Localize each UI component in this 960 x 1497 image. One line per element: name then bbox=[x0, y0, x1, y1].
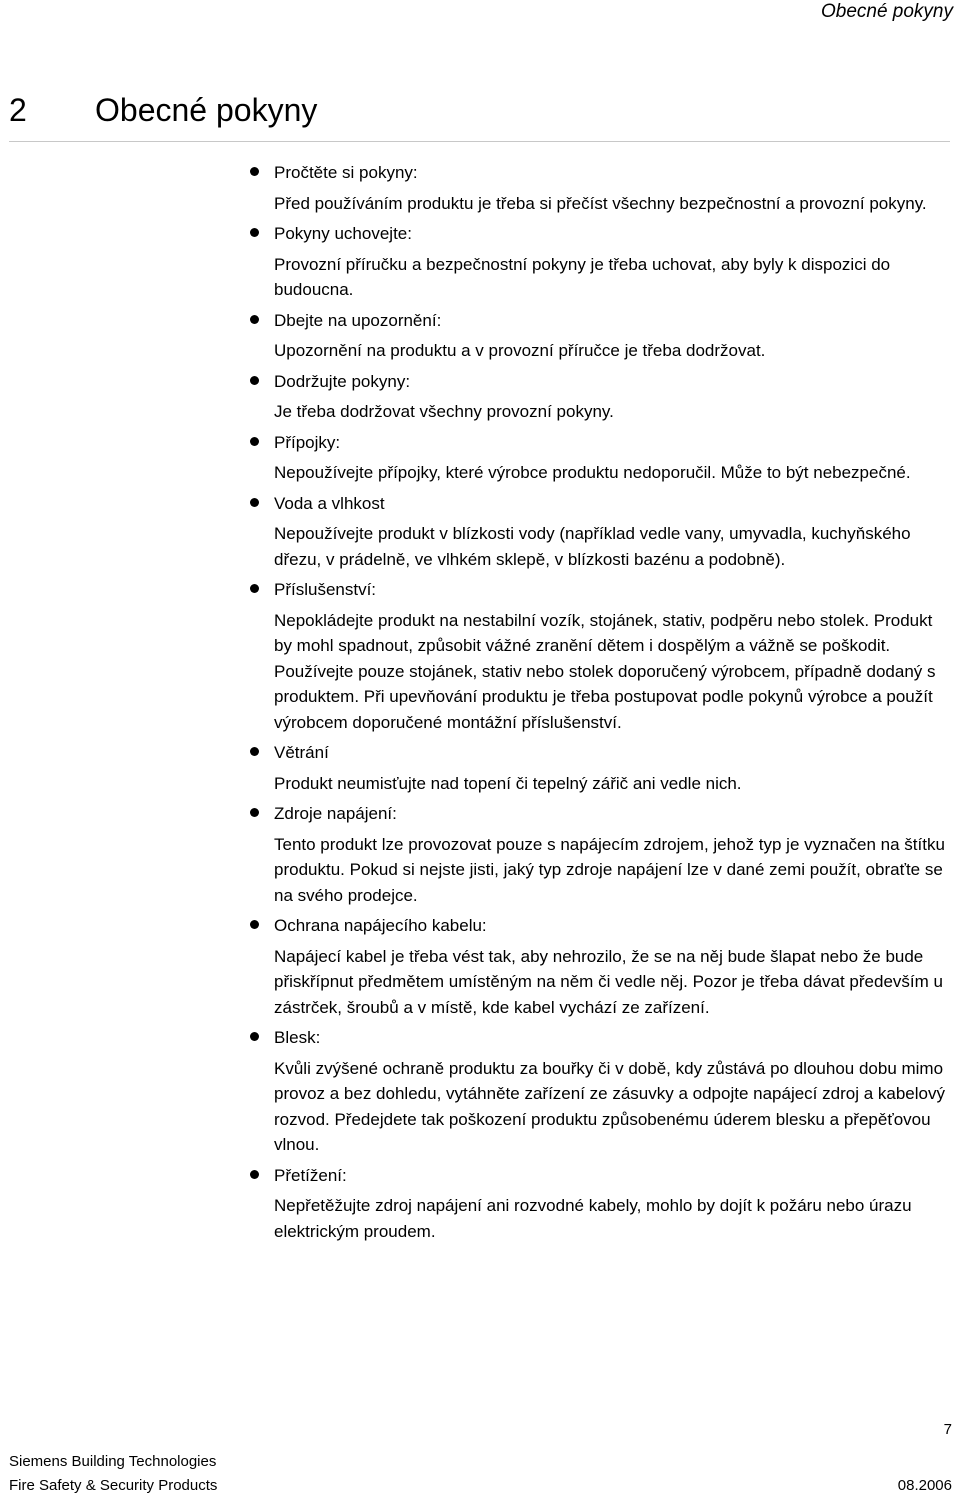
item-title: Pročtěte si pokyny: bbox=[274, 163, 418, 182]
item-body: Nepoužívejte přípojky, které výrobce produktu nedoporučil. Může to být nebezpečné. bbox=[274, 463, 911, 482]
bullet-icon bbox=[250, 167, 259, 176]
item-title: Ochrana napájecího kabelu: bbox=[274, 916, 487, 935]
item-body: Nepoužívejte produkt v blízkosti vody (například vedle vany, umyvadla, kuchyňského dřezu, v prádelně, ve vlhkém sklepě, v blízkosti bazénu a podobně). bbox=[274, 524, 911, 569]
list-item bbox=[250, 1163, 955, 1245]
item-body: Nepokládejte produkt na nestabilní vozík, stojánek, stativ, podpěru nebo stolek. Produkt by mohl spadnout, způsobit vážné zranění dětem i dospělým a vážně se poškodit. Používejte pouze stojánek, stativ nebo stolek doporučený výrobcem, případně dodaný s produktem. Při upevňování produktu je třeba postupovat podle pokynů výrobce a použít výrobcem doporučené montážní příslušenství. bbox=[274, 610, 936, 732]
list-item bbox=[250, 221, 955, 303]
item-body: Produkt neumisťujte nad topení či tepelný zářič ani vedle nich. bbox=[274, 773, 742, 793]
bullet-icon bbox=[250, 808, 259, 817]
list-item bbox=[250, 801, 955, 908]
item-body: Napájecí kabel je třeba vést tak, aby nehrozilo, že se na něj bude šlapat nebo že bude přiskřípnut předmětem umístěným na něm či vedle něj. Pozor je třeba dávat především u zástrček, šroubů a v místě, kde kabel vychází ze zařízení. bbox=[274, 946, 943, 1017]
heading-divider bbox=[9, 141, 950, 142]
running-header: Obecné pokyny bbox=[820, 1, 953, 22]
item-body: Je třeba dodržovat všechny provozní pokyny. bbox=[274, 402, 614, 421]
list-item bbox=[250, 913, 955, 1020]
bullet-icon bbox=[250, 1170, 259, 1179]
item-body: Upozornění na produktu a v provozní příručce je třeba dodržovat. bbox=[274, 341, 766, 360]
list-item bbox=[250, 491, 955, 573]
chapter-heading bbox=[9, 91, 317, 129]
item-body: Před používáním produktu je třeba si přečíst všechny bezpečnostní a provozní pokyny. bbox=[274, 193, 927, 213]
footer-date: 08.2006 bbox=[897, 1477, 952, 1494]
item-body: Kvůli zvýšené ochraně produktu za bouřky či v době, kdy zůstává po dlouhou dobu mimo provoz a bez dohledu, vytáhněte zařízení ze zásuvky a odpojte napájecí zdroj a kabelový rozvod. Předejdete tak poškození produktu způsobenému úderem blesku a přepěťovou vlnou. bbox=[274, 1058, 945, 1154]
list-item bbox=[250, 577, 955, 735]
footer-company: Siemens Building Technologies bbox=[9, 1453, 217, 1470]
list-item bbox=[250, 308, 955, 364]
item-title: Příslušenství: bbox=[274, 580, 377, 599]
list-item bbox=[250, 160, 955, 216]
item-body: Nepřetěžujte zdroj napájení ani rozvodné kabely, mohlo by dojít k požáru nebo úrazu elektrickým proudem. bbox=[274, 1196, 912, 1241]
chapter-number: 2 bbox=[9, 92, 27, 128]
item-title: Dbejte na upozornění: bbox=[274, 310, 442, 330]
bullet-icon bbox=[250, 498, 259, 507]
item-title: Přípojky: bbox=[274, 432, 341, 452]
list-item bbox=[250, 369, 955, 425]
item-title: Blesk: bbox=[274, 1028, 321, 1047]
instruction-list bbox=[250, 160, 955, 1249]
item-title: Zdroje napájení: bbox=[274, 804, 397, 823]
list-item bbox=[250, 430, 955, 486]
item-body: Tento produkt lze provozovat pouze s napájecím zdrojem, jehož typ je vyznačen na štítku produktu. Pokud si nejste jisti, jaký typ zdroje napájení lze v dané zemi použít, obraťte se na svého prodejce. bbox=[274, 834, 945, 905]
bullet-icon bbox=[250, 228, 259, 237]
page-number: 7 bbox=[943, 1421, 952, 1438]
footer-division: Fire Safety & Security Products bbox=[9, 1477, 218, 1494]
item-body: Provozní příručku a bezpečnostní pokyny je třeba uchovat, aby byly k dispozici do budoucna. bbox=[274, 254, 891, 299]
list-item bbox=[250, 1025, 955, 1158]
bullet-icon bbox=[250, 315, 259, 324]
list-item bbox=[250, 740, 955, 796]
bullet-icon bbox=[250, 376, 259, 385]
bullet-icon bbox=[250, 1032, 259, 1041]
item-title: Dodržujte pokyny: bbox=[274, 371, 411, 391]
chapter-title: Obecné pokyny bbox=[95, 92, 318, 128]
item-title: Pokyny uchovejte: bbox=[274, 224, 412, 243]
item-title: Větrání bbox=[274, 743, 329, 762]
bullet-icon bbox=[250, 747, 259, 756]
item-title: Přetížení: bbox=[274, 1165, 347, 1185]
item-title: Voda a vlhkost bbox=[274, 493, 385, 513]
bullet-icon bbox=[250, 920, 259, 929]
bullet-icon bbox=[250, 437, 259, 446]
bullet-icon bbox=[250, 584, 259, 593]
